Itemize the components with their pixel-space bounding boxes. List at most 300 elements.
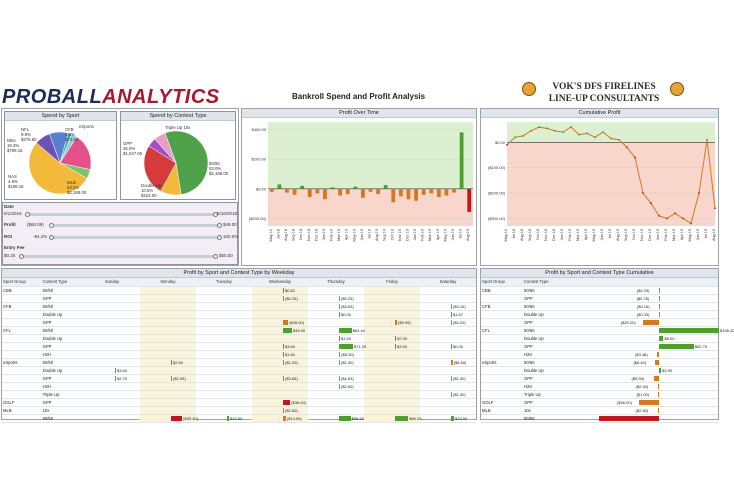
value-bar: [339, 376, 340, 381]
weekday-cell[interactable]: [364, 382, 420, 390]
weekday-cell[interactable]: [308, 414, 364, 422]
cumulative-cell[interactable]: [568, 358, 718, 366]
weekday-cell[interactable]: [420, 358, 476, 366]
value-bar: [283, 288, 284, 293]
weekday-cell[interactable]: [420, 318, 476, 326]
profit-bar[interactable]: [460, 132, 464, 188]
cell: [481, 318, 523, 326]
value-bar: [659, 336, 663, 341]
cell-value: ($0.75): [636, 295, 650, 301]
weekday-cell[interactable]: [364, 350, 420, 358]
weekday-cell[interactable]: [308, 374, 364, 382]
weekday-cell[interactable]: [140, 350, 196, 358]
date-slider-track[interactable]: [27, 213, 217, 216]
weekday-cell[interactable]: [196, 294, 252, 302]
cell: Triple Up: [42, 390, 84, 398]
weekday-cell[interactable]: [84, 350, 140, 358]
weekday-cell[interactable]: [252, 294, 308, 302]
fee-slider-min-knob[interactable]: [19, 254, 24, 259]
weekday-cell[interactable]: [84, 390, 140, 398]
header-monday[interactable]: Monday: [140, 278, 196, 286]
table-row: [481, 390, 718, 398]
profit-bar[interactable]: [300, 186, 304, 189]
cumulative-cell[interactable]: [568, 294, 718, 302]
weekday-cell[interactable]: [140, 310, 196, 318]
profit-min[interactable]: ($60.09): [27, 222, 44, 227]
weekday-cell[interactable]: [420, 374, 476, 382]
weekday-cell[interactable]: [140, 366, 196, 374]
profit-bar[interactable]: [346, 189, 350, 194]
header-value[interactable]: [568, 278, 718, 286]
weekday-cell[interactable]: [84, 374, 140, 382]
weekday-cell[interactable]: [308, 390, 364, 398]
weekday-cell[interactable]: [308, 350, 364, 358]
value-bar: [339, 328, 352, 333]
weekday-cell[interactable]: [308, 294, 364, 302]
weekday-cell[interactable]: [196, 286, 252, 294]
header-tuesday[interactable]: Tuesday: [196, 278, 252, 286]
profit-slider-max-knob[interactable]: [217, 223, 222, 228]
weekday-cell[interactable]: [420, 302, 476, 310]
weekday-cell[interactable]: [252, 374, 308, 382]
weekday-cell[interactable]: [196, 366, 252, 374]
weekday-cell[interactable]: [140, 302, 196, 310]
header-thursday[interactable]: Thursday: [308, 278, 364, 286]
weekday-cell[interactable]: [308, 366, 364, 374]
cumulative-profit-panel[interactable]: [480, 108, 719, 266]
table-row: [2, 334, 476, 342]
weekday-cell[interactable]: [196, 318, 252, 326]
cell: [481, 414, 523, 422]
weekday-cell[interactable]: [140, 334, 196, 342]
weekday-cell[interactable]: [140, 414, 196, 422]
weekday-cell[interactable]: [308, 382, 364, 390]
weekday-cell[interactable]: [364, 366, 420, 374]
profit-slider-track[interactable]: [51, 224, 221, 227]
weekday-cell[interactable]: [308, 326, 364, 334]
cumulative-point[interactable]: [666, 217, 668, 219]
cumulative-cell[interactable]: [568, 414, 718, 422]
entry-fee-slider-track[interactable]: [21, 255, 217, 258]
date-slider-start-knob[interactable]: [25, 212, 30, 217]
y-tick-label: $0.00: [494, 139, 505, 145]
profit-bar[interactable]: [376, 189, 380, 194]
weekday-cell[interactable]: [196, 326, 252, 334]
roi-slider-min-knob[interactable]: [49, 235, 54, 240]
weekday-cell[interactable]: [196, 358, 252, 366]
weekday-cell[interactable]: [196, 350, 252, 358]
profit-bar[interactable]: [437, 189, 441, 197]
profit-bar[interactable]: [338, 189, 342, 196]
weekday-cell[interactable]: [252, 414, 308, 422]
weekday-cell[interactable]: [196, 302, 252, 310]
cell-value: ($26.00): [289, 319, 305, 325]
firelines-line2: LINE-UP CONSULTANTS: [548, 94, 660, 104]
weekday-cell[interactable]: [84, 342, 140, 350]
weekday-cell[interactable]: [252, 286, 308, 294]
weekday-cell[interactable]: [196, 342, 252, 350]
cumulative-point[interactable]: [538, 126, 540, 128]
weekday-cell[interactable]: [364, 302, 420, 310]
cell: CFB: [481, 302, 523, 310]
cumulative-point[interactable]: [602, 131, 604, 133]
weekday-cell[interactable]: [420, 390, 476, 398]
weekday-cell[interactable]: [420, 350, 476, 358]
weekday-cell[interactable]: [364, 406, 420, 414]
cumulative-point[interactable]: [522, 135, 524, 137]
profit-slider-min-knob[interactable]: [49, 223, 54, 228]
x-tick-label: Dec 19: [648, 229, 652, 242]
fee-slider-max-knob[interactable]: [213, 254, 218, 259]
weekday-cell[interactable]: [84, 414, 140, 422]
date-to[interactable]: 5/16/2018: [217, 211, 238, 216]
x-tick-label: Sep 19: [382, 229, 387, 242]
weekday-cell[interactable]: [420, 366, 476, 374]
x-tick-label: Jul 18: [276, 229, 281, 240]
weekday-cell[interactable]: [420, 310, 476, 318]
weekday-cell[interactable]: [140, 286, 196, 294]
cell: 50/50: [42, 326, 84, 334]
weekday-cell[interactable]: [308, 302, 364, 310]
header-contest-type[interactable]: Contest Type: [42, 278, 84, 286]
weekday-cell[interactable]: [84, 398, 140, 406]
cell: 10x: [523, 406, 568, 414]
weekday-cell[interactable]: [364, 334, 420, 342]
spend-by-contest-pie[interactable]: [121, 121, 235, 199]
profit-over-time-panel[interactable]: [241, 108, 477, 266]
cumulative-point[interactable]: [658, 215, 660, 217]
weekday-cell[interactable]: [308, 334, 364, 342]
cell-value: $8.00: [664, 335, 675, 341]
weekday-cell[interactable]: [252, 390, 308, 398]
weekday-cell[interactable]: [84, 382, 140, 390]
weekday-cell[interactable]: [84, 358, 140, 366]
weekday-cell[interactable]: [252, 382, 308, 390]
spend-by-contest-chart[interactable]: [120, 111, 236, 200]
cumulative-point[interactable]: [706, 139, 708, 141]
profit-bar[interactable]: [414, 189, 418, 201]
cumulative-point[interactable]: [618, 139, 620, 141]
cumulative-cell[interactable]: [568, 318, 718, 326]
cell-value: $3.60: [285, 343, 296, 349]
weekday-cell[interactable]: [420, 286, 476, 294]
pie-label: MLB: [67, 180, 76, 185]
profit-max[interactable]: $49.00: [223, 222, 237, 227]
cell-value: ($0.16): [636, 303, 650, 309]
weekday-cell[interactable]: [364, 414, 420, 422]
value-bar: [283, 400, 290, 405]
pie-label: eSports: [79, 124, 94, 129]
weekday-cell[interactable]: [140, 374, 196, 382]
value-bar: [658, 384, 659, 389]
weekday-cell[interactable]: [308, 318, 364, 326]
roi-slider-max-knob[interactable]: [217, 235, 222, 240]
weekday-cell[interactable]: [84, 294, 140, 302]
weekday-cell[interactable]: [140, 318, 196, 326]
header-wednesday[interactable]: Wednesday: [252, 278, 308, 286]
value-bar: [451, 416, 454, 421]
weekday-cell[interactable]: [364, 326, 420, 334]
cumulative-profit-chart[interactable]: [481, 118, 718, 265]
profit-bar[interactable]: [308, 189, 312, 197]
x-tick-label: Nov 19: [397, 229, 402, 242]
weekday-cell[interactable]: [420, 342, 476, 350]
cumulative-point[interactable]: [562, 131, 564, 133]
weekday-cell[interactable]: [364, 358, 420, 366]
weekday-cell[interactable]: [420, 334, 476, 342]
weekday-cell[interactable]: [420, 382, 476, 390]
profit-bar[interactable]: [285, 189, 289, 193]
fee-max[interactable]: $50.00: [219, 253, 233, 258]
weekday-cell[interactable]: [308, 358, 364, 366]
profit-bar[interactable]: [353, 187, 357, 189]
date-from[interactable]: 5/1/2019: [4, 211, 22, 216]
cumulative-cell[interactable]: [568, 390, 718, 398]
cumulative-cell[interactable]: [568, 398, 718, 406]
profit-bar[interactable]: [331, 187, 335, 188]
roi-slider-track[interactable]: [51, 236, 221, 239]
weekday-cell[interactable]: [252, 350, 308, 358]
cell: [2, 342, 42, 350]
cumulative-point[interactable]: [506, 144, 508, 146]
spend-by-sport-pie[interactable]: [5, 121, 116, 199]
value-bar: [227, 416, 229, 421]
profit-bar[interactable]: [384, 185, 388, 189]
weekday-cell[interactable]: [196, 398, 252, 406]
weekday-cell[interactable]: [196, 374, 252, 382]
profit-bar[interactable]: [323, 189, 327, 199]
weekday-cell[interactable]: [252, 342, 308, 350]
weekday-cell[interactable]: [420, 406, 476, 414]
cumulative-cell[interactable]: [568, 374, 718, 382]
pie-label: 9.8%: [21, 132, 31, 137]
cumulative-point[interactable]: [586, 133, 588, 135]
table-row: [481, 334, 718, 342]
cumulative-point[interactable]: [714, 207, 716, 209]
cumulative-cell[interactable]: [568, 366, 718, 374]
weekday-cell[interactable]: [140, 398, 196, 406]
cell: Double Up: [523, 310, 568, 318]
cell-value: ($6.40): [633, 359, 647, 365]
value-bar: [451, 312, 452, 317]
profit-bar[interactable]: [369, 189, 373, 192]
pie-label: 4.8%: [8, 179, 18, 184]
cumulative-point[interactable]: [642, 192, 644, 194]
profit-bar[interactable]: [399, 189, 403, 196]
weekday-cell[interactable]: [420, 294, 476, 302]
value-bar: [283, 360, 284, 365]
weekday-cell[interactable]: [252, 358, 308, 366]
cell: 50/50: [523, 358, 568, 366]
weekday-cell[interactable]: [84, 302, 140, 310]
weekday-cell[interactable]: [196, 414, 252, 422]
weekday-cell[interactable]: [140, 382, 196, 390]
cumulative-cell[interactable]: [568, 286, 718, 294]
roi-min[interactable]: -94.2%: [33, 234, 48, 239]
weekday-cell[interactable]: [252, 326, 308, 334]
cell-value: $62.75: [694, 343, 708, 349]
cell: GOLF: [481, 398, 523, 406]
weekday-cell[interactable]: [84, 326, 140, 334]
value-bar: [171, 376, 172, 381]
weekday-cell[interactable]: [196, 310, 252, 318]
profit-bar[interactable]: [452, 189, 456, 193]
cell-value: $1.60: [285, 351, 296, 357]
weekday-cell[interactable]: [420, 326, 476, 334]
table-row: [2, 406, 476, 414]
cell-value: ($1.20): [285, 359, 298, 365]
profit-bar[interactable]: [407, 189, 411, 199]
profit-bar[interactable]: [277, 184, 281, 188]
cell: [481, 390, 523, 398]
cumulative-cell[interactable]: [568, 334, 718, 342]
cumulative-point[interactable]: [554, 130, 556, 132]
cumulative-point[interactable]: [530, 130, 532, 132]
weekday-cell[interactable]: [140, 342, 196, 350]
cell: MLB: [481, 406, 523, 414]
weekday-cell[interactable]: [364, 374, 420, 382]
cell-value: ($3.16): [453, 303, 466, 309]
weekday-cell[interactable]: [364, 318, 420, 326]
cell: Double Up: [42, 334, 84, 342]
x-tick-label: Jul 19: [608, 229, 612, 240]
header-contest-type[interactable]: Contest Type: [523, 278, 568, 286]
cumulative-cell[interactable]: [568, 382, 718, 390]
profit-over-time-chart[interactable]: [242, 118, 476, 265]
weekday-cell[interactable]: [364, 294, 420, 302]
fee-min[interactable]: $0.25: [4, 253, 16, 258]
value-bar: [171, 360, 172, 365]
weekday-cell[interactable]: [308, 406, 364, 414]
weekday-cell[interactable]: [252, 318, 308, 326]
weekday-cell[interactable]: [364, 286, 420, 294]
weekday-cell[interactable]: [308, 342, 367, 350]
pie-label: Triple Up 10x: [165, 125, 191, 130]
cumulative-cell[interactable]: [568, 310, 718, 318]
cell: 50/50: [523, 302, 568, 310]
cumulative-point[interactable]: [610, 138, 612, 140]
weekday-table: [2, 278, 476, 423]
weekday-cell[interactable]: [140, 294, 196, 302]
profit-bar[interactable]: [429, 189, 433, 193]
cumulative-point[interactable]: [690, 223, 692, 225]
header-friday[interactable]: Friday: [364, 278, 420, 286]
header-sport-group[interactable]: Sport Group: [2, 278, 42, 286]
profit-bar[interactable]: [445, 189, 449, 196]
weekday-cell[interactable]: [252, 302, 308, 310]
cell: H2H: [523, 382, 568, 390]
cumulative-point[interactable]: [594, 136, 596, 138]
weekday-cell[interactable]: [196, 382, 252, 390]
cumulative-point[interactable]: [698, 192, 700, 194]
weekday-cell[interactable]: [308, 310, 364, 318]
profit-bar[interactable]: [270, 189, 274, 192]
cumulative-point[interactable]: [682, 217, 684, 219]
cumulative-point[interactable]: [578, 134, 580, 136]
x-tick-label: Aug 19: [375, 229, 380, 242]
cell: 50/50: [42, 302, 84, 310]
profit-bar[interactable]: [422, 189, 426, 195]
weekday-cell[interactable]: [364, 342, 420, 350]
weekday-cell[interactable]: [252, 366, 308, 374]
cumulative-cell[interactable]: [568, 326, 734, 334]
profit-bar[interactable]: [467, 189, 471, 212]
weekday-cell[interactable]: [84, 366, 140, 374]
weekday-cell[interactable]: [308, 398, 364, 406]
weekday-cell[interactable]: [364, 390, 420, 398]
weekday-cell[interactable]: [84, 318, 140, 326]
value-bar: [115, 368, 116, 373]
value-bar: [659, 312, 660, 317]
weekday-cell[interactable]: [420, 398, 476, 406]
weekday-cell[interactable]: [252, 406, 308, 414]
weekday-cell[interactable]: [140, 406, 196, 414]
cell: 50/50: [42, 286, 84, 294]
cumulative-cell[interactable]: [568, 302, 718, 310]
weekday-cell[interactable]: [252, 398, 308, 406]
weekday-cell[interactable]: [140, 326, 196, 334]
header-sport-group[interactable]: Sport Group: [481, 278, 523, 286]
cumulative-point[interactable]: [674, 212, 676, 214]
spend-by-sport-chart[interactable]: [4, 111, 117, 200]
weekday-cell[interactable]: [140, 358, 196, 366]
weekday-cell[interactable]: [84, 406, 140, 414]
cumulative-cell[interactable]: [568, 342, 718, 350]
value-bar: [283, 328, 292, 333]
profit-bar[interactable]: [293, 189, 297, 195]
weekday-cell[interactable]: [364, 310, 420, 318]
header-sunday[interactable]: Sunday: [84, 278, 140, 286]
profit-bar[interactable]: [315, 189, 319, 193]
cell: Double Up: [523, 334, 568, 342]
weekday-cell[interactable]: [252, 310, 308, 318]
cell-value: ($3.65): [285, 375, 298, 381]
cumulative-point[interactable]: [650, 202, 652, 204]
cell: 10x: [42, 406, 84, 414]
weekday-cell[interactable]: [84, 286, 140, 294]
x-tick-label: Dec 18: [314, 229, 319, 242]
x-tick-label: Aug 19: [616, 229, 620, 242]
weekday-cell[interactable]: [196, 390, 252, 398]
weekday-cell[interactable]: [84, 310, 140, 318]
cumulative-point[interactable]: [626, 146, 628, 148]
roi-max[interactable]: 100.0%: [223, 234, 239, 239]
cumulative-point[interactable]: [514, 136, 516, 138]
weekday-cell[interactable]: [308, 286, 364, 294]
cumulative-point[interactable]: [634, 157, 636, 159]
weekday-cell[interactable]: [140, 390, 196, 398]
weekday-cell[interactable]: [196, 406, 252, 414]
header-saturday[interactable]: Saturday: [420, 278, 476, 286]
profit-bar[interactable]: [361, 189, 365, 198]
cumulative-cell[interactable]: [568, 350, 718, 358]
weekday-cell[interactable]: [420, 414, 476, 422]
table-row: [2, 390, 476, 398]
table-row: [2, 398, 476, 406]
x-tick-label: Mar 19: [337, 229, 342, 241]
profit-bar[interactable]: [391, 189, 395, 202]
cumulative-cell[interactable]: [568, 406, 718, 414]
cell-value: ($1.00): [453, 375, 466, 381]
cell-value: ($3.48): [635, 351, 648, 357]
weekday-cell[interactable]: [84, 334, 140, 342]
weekday-cell[interactable]: [196, 334, 252, 342]
weekday-cell[interactable]: [364, 398, 420, 406]
cumulative-point[interactable]: [546, 127, 548, 129]
cell: H2H: [42, 350, 84, 358]
weekday-cell[interactable]: [252, 334, 308, 342]
cumulative-point[interactable]: [570, 126, 572, 128]
